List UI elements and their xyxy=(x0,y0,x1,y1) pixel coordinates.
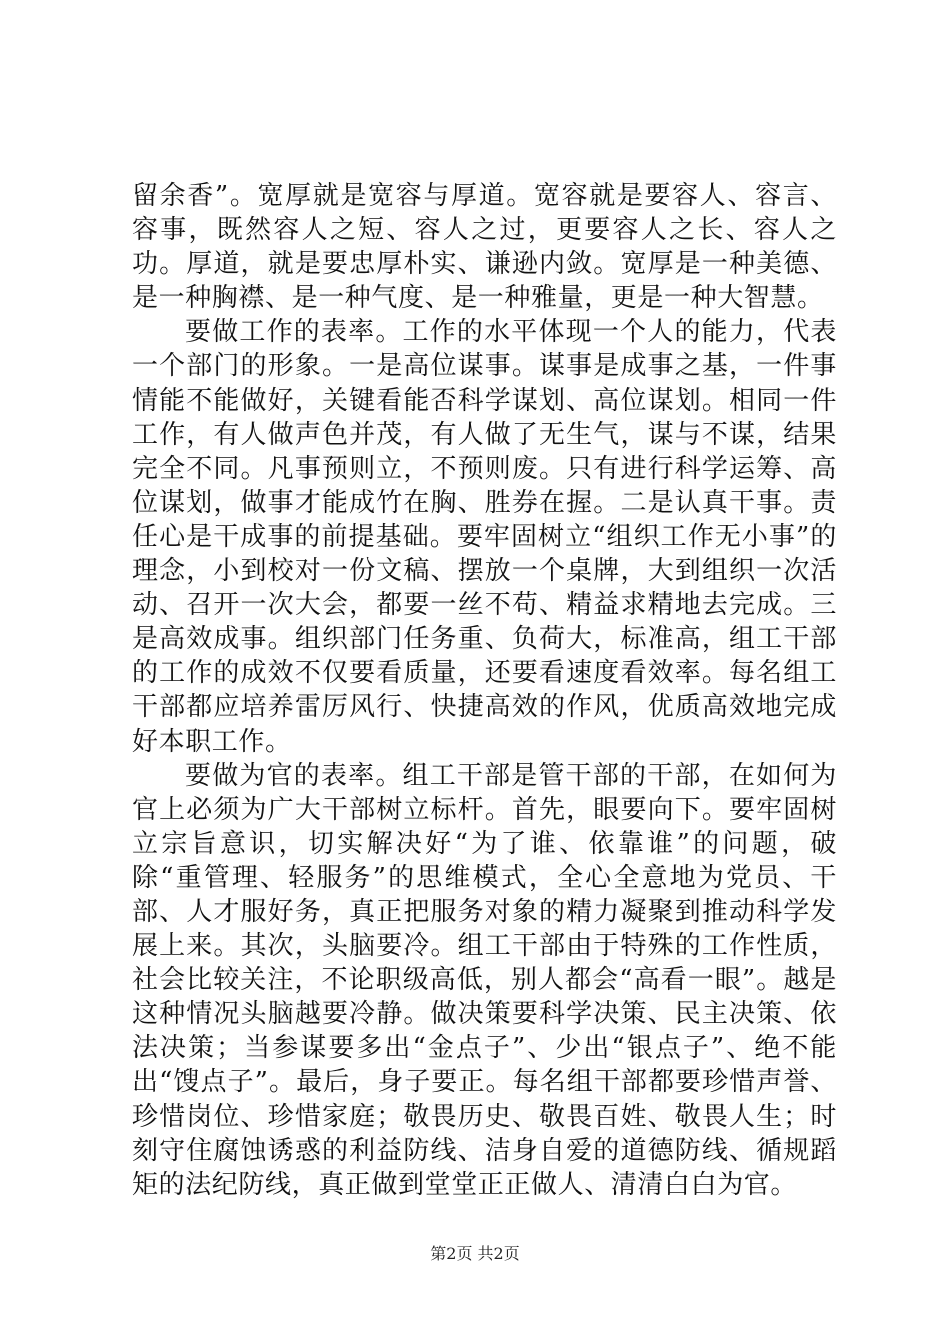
paragraph-1: 留余香”。宽厚就是宽容与厚道。宽容就是要容人、容言、容事，既然容人之短、容人之过，更要容人之长、容人之功。厚道，就是要忠厚朴实、谦逊内敛。宽厚是一种美德、是一种胸襟、是一种气度、是一种雅量，更是一种大智慧。 xyxy=(132,181,837,314)
body-text xyxy=(132,179,837,1202)
page-footer: 第2页 共2页 xyxy=(430,1244,520,1263)
paragraph-2: 要做工作的表率。工作的水平体现一个人的能力，代表一个部门的形象。一是高位谋事。谋事是成事之基，一件事情能不能做好，关键看能否科学谋划、高位谋划。相同一件工作，有人做声色并茂，有人做了无生气，谋与不谋，结果完全不同。凡事预则立，不预则废。只有进行科学运筹、高位谋划，做事才能成竹在胸、胜券在握。二是认真干事。责任心是干成事的前提基础。要牢固树立“组织工作无小事”的理念，小到校对一份文稿、摆放一个桌牌，大到组织一次活动、召开一次大会，都要一丝不苟、精益求精地去完成。三是高效成事。组织部门任务重、负荷大，标准高，组工干部的工作的成效不仅要看质量，还要看速度看效率。每名组工干部都应培养雷厉风行、快捷高效的作风，优质高效地完成好本职工作。 xyxy=(132,317,837,757)
paragraph-3: 要做为官的表率。组工干部是管干部的干部，在如何为官上必须为广大干部树立标杆。首先，眼要向下。要牢固树立宗旨意识，切实解决好“为了谁、依靠谁”的问题，破除“重管理、轻服务”的思维模式，全心全意地为党员、干部、人才服好务，真正把服务对象的精力凝聚到推动科学发展上来。其次，头脑要冷。组工干部由于特殊的工作性质，社会比较关注，不论职级高低，别人都会“高看一眼”。越是这种情况头脑越要冷静。做决策要科学决策、民主决策、依法决策；当参谋要多出“金点子”、少出“银点子”、绝不能出“馊点子”。最后，身子要正。每名组干部都要珍惜声誉、珍惜岗位、珍惜家庭；敬畏历史、敬畏百姓、敬畏人生；时刻守住腐蚀诱惑的利益防线、洁身自爱的道德防线、循规蹈矩的法纪防线，真正做到堂堂正正做人、清清白白为官。 xyxy=(132,760,837,1200)
